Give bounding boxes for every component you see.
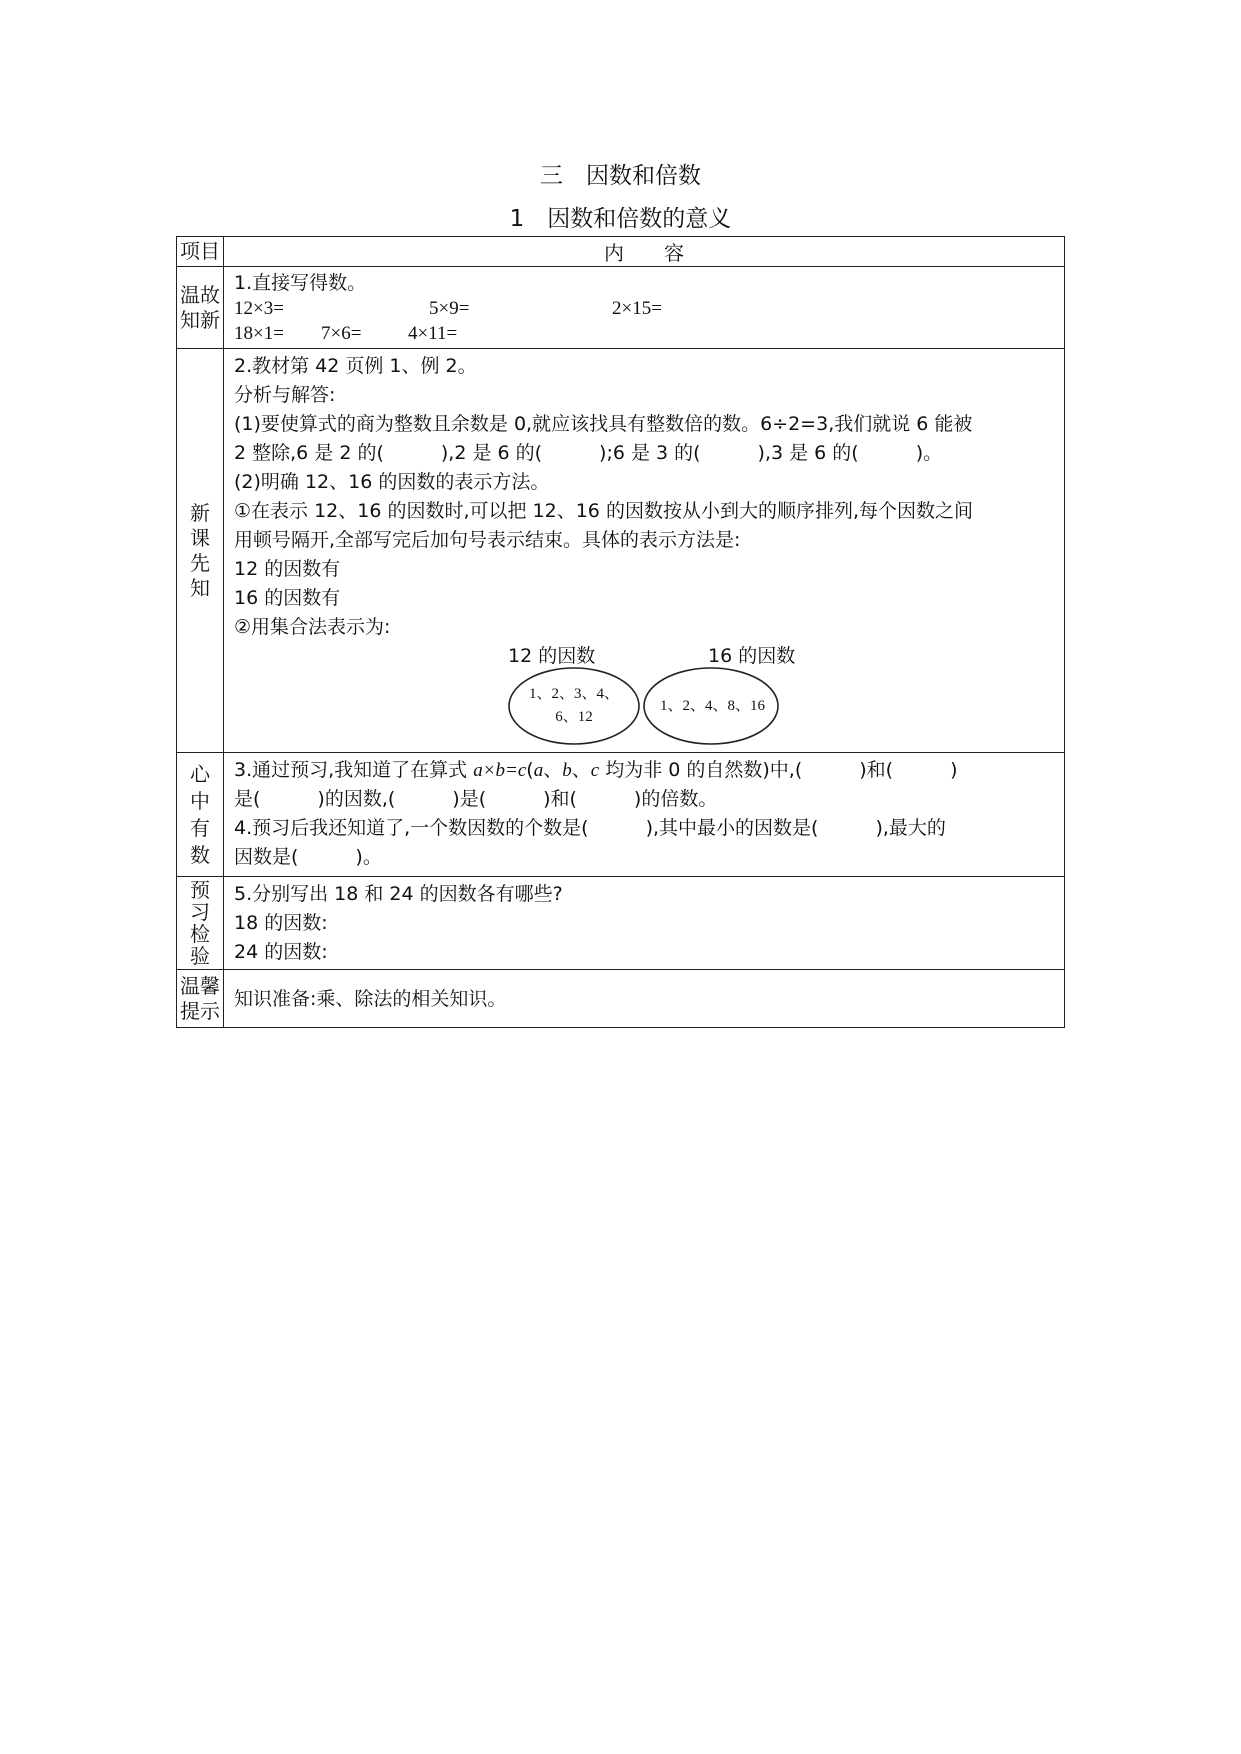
expr: 2×15= xyxy=(612,298,662,319)
row-mind xyxy=(177,753,1065,877)
q3-sep: 、 xyxy=(571,759,591,781)
lesson-table xyxy=(176,236,1065,1028)
row-preview xyxy=(177,349,1065,753)
analysis-label: 分析与解答: xyxy=(234,384,336,406)
part-1-line-1: (1)要使算式的商为整数且余数是 0,就应该找具有整数倍的数。6÷2=3,我们就说 6 能被 xyxy=(234,413,973,435)
expr-row-1 xyxy=(234,296,1054,321)
tips-text: 知识准备:乘、除法的相关知识。 xyxy=(234,987,507,1010)
q3-var-a: a xyxy=(533,760,544,781)
expr-row-2 xyxy=(234,321,1054,346)
expr: 4×11= xyxy=(408,323,458,344)
content-review xyxy=(224,267,1065,349)
expr: 18×1= xyxy=(234,323,284,344)
question-3-line-1 xyxy=(234,756,1054,785)
header-row xyxy=(177,237,1065,267)
row-label-review xyxy=(177,267,224,349)
row-tips xyxy=(177,970,1065,1028)
question-3-line-2: 是( )的因数,( )是( )和( )的倍数。 xyxy=(234,788,718,810)
question-4-line-1: 4.预习后我还知道了,一个数因数的个数是( ),其中最小的因数是( ),最大的 xyxy=(234,817,946,839)
factors-of-16: 16 的因数有 xyxy=(234,587,341,609)
row-label-check xyxy=(177,877,224,970)
q3-sep: 、 xyxy=(543,759,563,781)
expr: 12×3= xyxy=(234,298,284,319)
part-2: (2)明确 12、16 的因数的表示方法。 xyxy=(234,471,550,493)
question-5: 5.分别写出 18 和 24 的因数各有哪些? xyxy=(234,883,563,905)
venn-right-content: 1、2、4、8、16 xyxy=(659,698,765,714)
row-review xyxy=(177,267,1065,349)
row-check xyxy=(177,877,1065,970)
q3-var-c: c xyxy=(590,760,600,781)
expr: 7×6= xyxy=(321,323,362,344)
venn-left-line-1: 1、2、3、4、 xyxy=(528,686,619,702)
q3-formula: a×b=c xyxy=(473,760,527,781)
label-text: 预习检验 xyxy=(190,878,210,968)
venn-left-content xyxy=(508,683,640,729)
content-preview xyxy=(224,349,1065,753)
label-text: 心中有数 xyxy=(190,761,210,867)
label-text: 温故知新 xyxy=(180,282,220,332)
label-text: 新课先知 xyxy=(190,500,210,600)
circle-2: ②用集合法表示为: xyxy=(234,616,391,638)
header-item: 项目 xyxy=(177,237,224,267)
venn-diagram xyxy=(234,642,1054,747)
expr: 5×9= xyxy=(429,298,470,319)
venn-left-label: 12 的因数 xyxy=(508,645,596,667)
factors-of-12: 12 的因数有 xyxy=(234,558,341,580)
part-1-line-2: 2 整除,6 是 2 的( ),2 是 6 的( );6 是 3 的( ),3 是 6 的( )。 xyxy=(234,442,943,464)
content-check xyxy=(224,877,1065,970)
circle-1-line-2: 用顿号隔开,全部写完后加句号表示结束。具体的表示方法是: xyxy=(234,529,741,551)
q3-text: ( xyxy=(526,759,534,781)
answer-18: 18 的因数: xyxy=(234,912,328,934)
venn-right-label: 16 的因数 xyxy=(708,645,796,667)
label-text: 温馨提示 xyxy=(180,973,220,1023)
question-4-line-2: 因数是( )。 xyxy=(234,846,382,868)
venn-left-line-2: 6、12 xyxy=(555,709,593,725)
content-mind xyxy=(224,753,1065,877)
q3-text: 均为非 0 的自然数)中,( )和( ) xyxy=(599,759,958,781)
content-tips xyxy=(224,970,1065,1028)
question-2: 2.教材第 42 页例 1、例 2。 xyxy=(234,355,477,377)
q3-text: 3.通过预习,我知道了在算式 xyxy=(234,759,474,781)
row-label-tips xyxy=(177,970,224,1028)
circle-1-line-1: ①在表示 12、16 的因数时,可以把 12、16 的因数按从小到大的顺序排列,每个因数之间 xyxy=(234,500,973,522)
answer-24: 24 的因数: xyxy=(234,941,328,963)
lesson-title: 1 因数和倍数的意义 xyxy=(509,206,732,232)
question-1: 1.直接写得数。 xyxy=(234,272,367,294)
chapter-title: 三 因数和倍数 xyxy=(540,163,701,189)
row-label-preview xyxy=(177,349,224,753)
row-label-mind xyxy=(177,753,224,877)
q3-var-b: b xyxy=(562,760,572,781)
header-content: 内 容 xyxy=(224,237,1065,267)
